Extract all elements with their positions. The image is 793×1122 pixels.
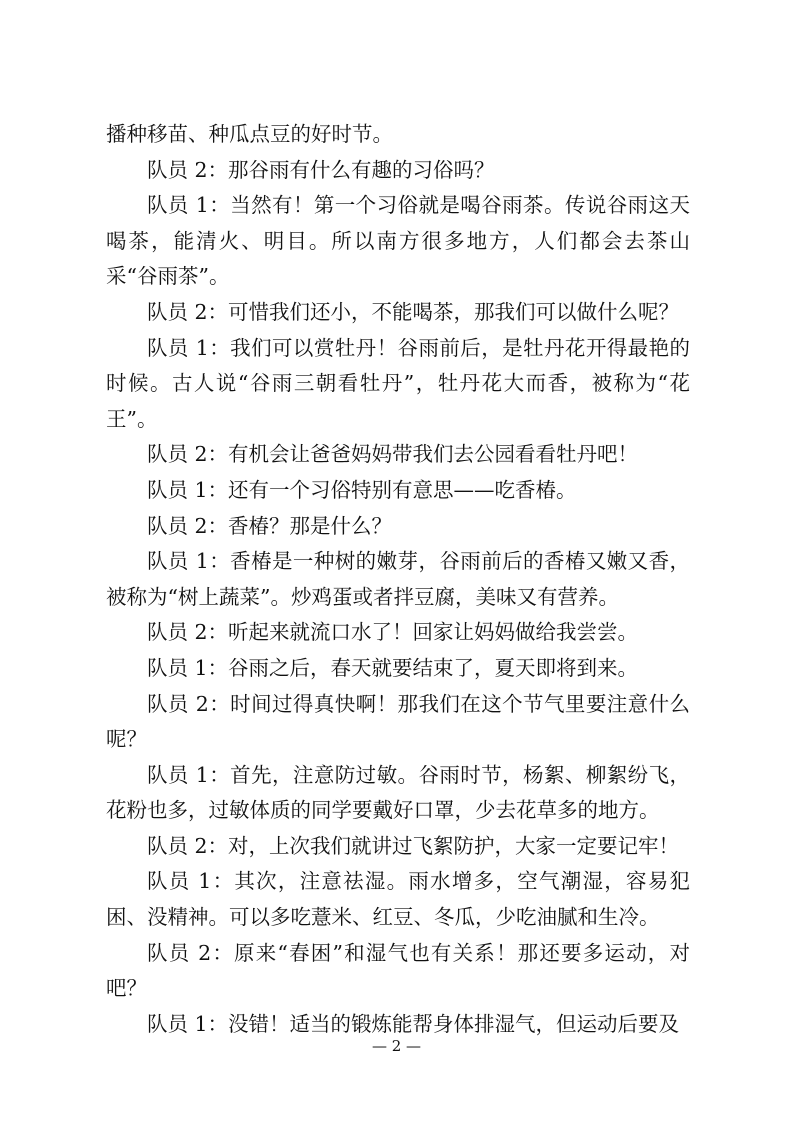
dialogue-paragraph: 队员 2：对，上次我们就讲过飞絮防护，大家一定要记牢！ xyxy=(147,833,680,858)
dialogue-paragraph: 队员 2：听起来就流口水了！回家让妈妈做给我尝尝。 xyxy=(147,620,639,645)
dialogue-paragraph: 播种移苗、种瓜点豆的好时节。 xyxy=(106,122,393,146)
document-body xyxy=(106,117,690,1042)
dialogue-paragraph: 队员 1：首先，注意防过敏。谷雨时节，杨絮、柳絮纷飞，花粉也多，过敏体质的同学要戴好口罩，少去花草多的地方。 xyxy=(106,762,690,823)
dialogue-paragraph: 队员 1：我们可以赏牡丹！谷雨前后，是牡丹花开得最艳的时候。古人说“谷雨三朝看牡丹”，牡丹花大而香，被称为“花王”。 xyxy=(106,335,690,431)
dialogue-paragraph: 队员 1：其次，注意祛湿。雨水增多，空气潮湿，容易犯困、没精神。可以多吃薏米、红豆、冬瓜，少吃油腻和生冷。 xyxy=(106,869,690,930)
dialogue-paragraph: 队员 1：当然有！第一个习俗就是喝谷雨茶。传说谷雨这天喝茶，能清火、明目。所以南方很多地方，人们都会去茶山采“谷雨茶”。 xyxy=(106,193,690,289)
dialogue-paragraph: 队员 1：还有一个习俗特别有意思——吃香椿。 xyxy=(147,477,577,502)
dialogue-paragraph: 队员 1：谷雨之后，春天就要结束了，夏天即将到来。 xyxy=(147,655,639,680)
dialogue-paragraph: 队员 2：时间过得真快啊！那我们在这个节气里要注意什么呢？ xyxy=(106,691,690,752)
dialogue-paragraph: 队员 1：香椿是一种树的嫩芽，谷雨前后的香椿又嫩又香，被称为“树上蔬菜”。炒鸡蛋或者拌豆腐，美味又有营养。 xyxy=(106,549,690,609)
page-number: — 2 — xyxy=(371,1037,422,1055)
dialogue-paragraph: 队员 2：那谷雨有什么有趣的习俗吗？ xyxy=(147,157,495,182)
dialogue-paragraph: 队员 2：香椿？那是什么？ xyxy=(147,513,393,538)
dialogue-paragraph: 队员 1：没错！适当的锻炼能帮身体排湿气，但运动后要及 xyxy=(147,1011,680,1036)
dialogue-paragraph: 队员 2：有机会让爸爸妈妈带我们去公园看看牡丹吧！ xyxy=(147,442,639,467)
dialogue-paragraph: 队员 2：可惜我们还小，不能喝茶，那我们可以做什么呢？ xyxy=(147,299,680,324)
dialogue-paragraph: 队员 2：原来“春困”和湿气也有关系！那还要多运动，对吧？ xyxy=(106,940,690,1001)
